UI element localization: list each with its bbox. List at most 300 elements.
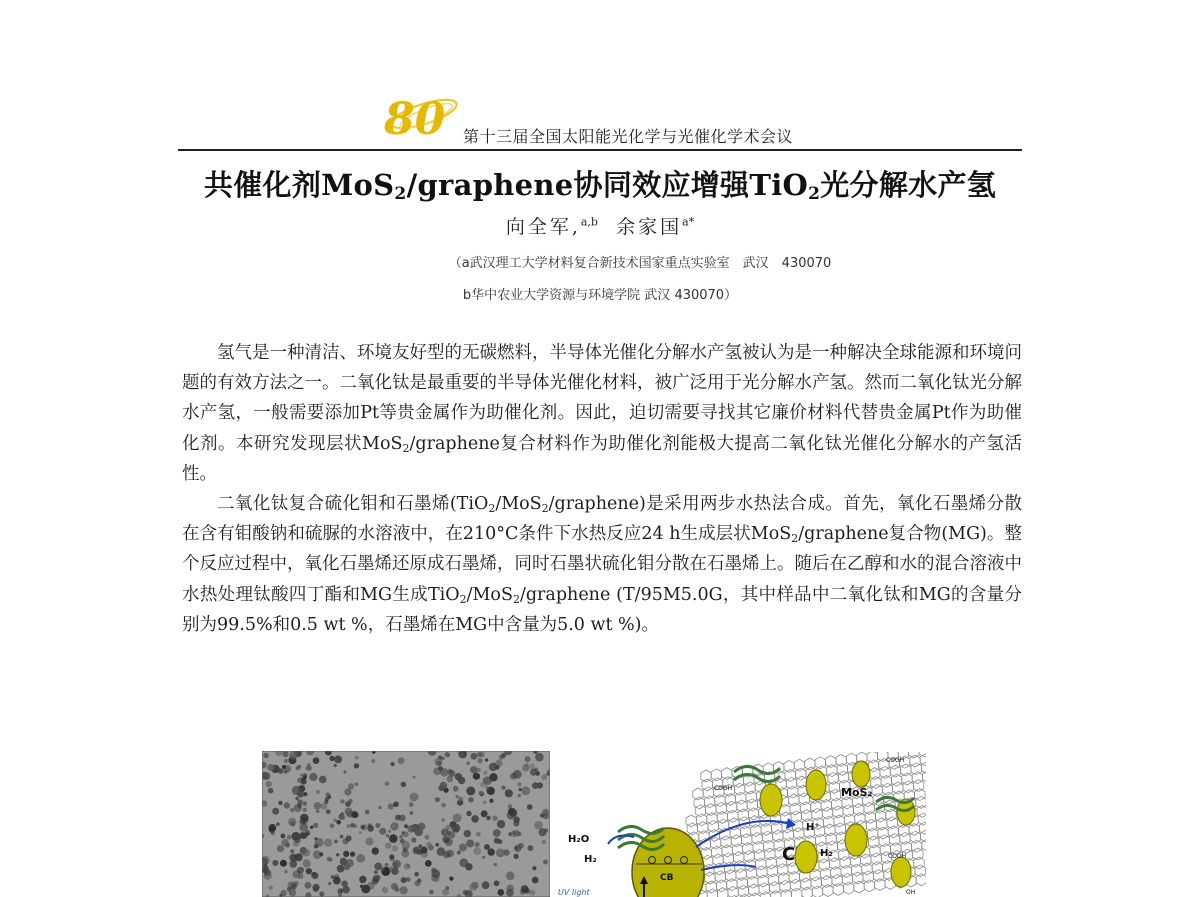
tem-grain [413,776,416,779]
tem-grain [540,813,544,817]
tem-grain [479,791,484,796]
tem-grain [388,803,394,809]
label-uv: UV light [558,888,590,897]
tem-grain [330,824,335,829]
label-h2o: H₂O [568,834,590,845]
tem-grain [284,765,292,773]
tem-grain [276,822,280,826]
tem-grain [473,847,481,855]
tem-grain [269,886,273,890]
tem-grain [371,759,375,763]
label-h2-left: H₂ [584,854,597,865]
subscript: 2 [791,532,799,546]
tem-grain [453,814,462,823]
tem-grain [374,870,378,874]
tem-grain [266,781,272,787]
tem-grain [316,810,319,813]
tem-grain [336,853,339,856]
tem-grain [392,845,398,851]
tem-grain [506,872,515,881]
text-run: /MoS [495,494,542,515]
tem-grain [534,821,543,830]
tem-grain [522,765,529,772]
tem-grain [361,824,367,830]
tem-grain [459,843,467,851]
conference-logo-icon [378,84,462,144]
tem-grain [494,880,500,886]
tem-grain [262,867,269,874]
tem-grain [425,835,430,840]
tem-grain [440,782,448,790]
tem-grain [319,776,327,784]
tem-grain [497,889,504,896]
tem-grain [464,830,471,837]
tem-grain [466,840,474,848]
tem-grain [471,882,478,889]
tem-grain [301,777,306,782]
tem-grain [316,790,320,794]
tem-grain [407,825,415,833]
tem-grain [420,847,427,854]
tem-grain [382,887,388,893]
header-rule [178,149,1022,151]
tem-grain [379,806,382,809]
tem-grain [489,773,497,781]
tem-grain [334,840,338,844]
tem-grain [435,797,440,802]
lattice-hexagon [771,891,781,897]
tem-grain [475,842,480,847]
tem-grain [307,763,311,767]
tem-grain [356,854,365,863]
tem-grain [435,843,439,847]
tem-grain [506,885,514,893]
tem-grain [313,886,319,892]
tem-micrograph [262,751,550,897]
tem-grain [441,803,446,808]
tem-grain [493,829,501,837]
tem-grain [359,876,366,883]
tem-grain [429,890,434,895]
tem-grain [388,866,393,871]
tem-grain [314,802,321,809]
tem-grain [375,823,380,828]
tem-grain [385,781,389,785]
tem-grain [446,825,451,830]
tem-grain [390,822,398,830]
lattice-hexagon [823,885,833,897]
title-part: 共催化剂MoS [203,168,395,202]
text-run: /graphene (T/95M5.0G，其中样品中二氧化钛和MG的含量分别为99.5%和0.5 wt %，石墨烯在MG中含量为5.0 wt %)。 [182,584,1022,635]
author-line [0,212,1200,239]
tem-grain [426,842,432,848]
subscript: 2 [512,592,520,606]
tem-grain [543,860,548,865]
tem-grain [272,860,278,866]
tem-grain [337,865,345,873]
tem-grain [541,774,547,780]
paragraph-1 [182,338,1022,489]
label-cooh: COOH [714,785,733,792]
tem-grain [483,801,486,804]
tem-grain [306,868,312,874]
lattice-hexagon [922,839,926,851]
tem-grain [333,818,337,822]
tem-grain [343,851,349,857]
tem-grain [380,867,385,872]
tem-grain [297,791,304,798]
tem-grain [410,811,413,814]
tem-grain [372,847,379,854]
subscript: 2 [488,502,496,516]
tem-grain [456,795,459,798]
tem-grain [347,824,351,828]
paragraph-2 [182,489,1022,640]
tem-grain [535,753,544,762]
tem-grain [399,835,403,839]
tem-grain [281,834,286,839]
tem-grain [447,831,452,836]
tem-grain [513,821,519,827]
tem-grain [287,887,291,891]
tem-grain [449,876,453,880]
tem-grain [483,771,487,775]
lattice-hexagon [875,879,885,891]
label-cb: CB [660,873,674,883]
lattice-hexagon [923,771,926,783]
subscript: 2 [459,592,467,606]
tem-grain [398,757,405,764]
tem-grain [470,766,477,773]
tem-grain [314,837,317,840]
tem-grain [346,835,352,841]
tem-grain [297,765,301,769]
tem-grain [403,832,409,838]
tem-grain [413,847,421,855]
tem-grain [466,761,469,764]
tem-grain [340,815,346,821]
tem-grain [355,756,358,759]
tem-grain [455,773,462,780]
affiliation-b: b华中农业大学资源与环境学院 武汉 430070） [462,288,738,303]
tem-grain [303,801,308,806]
author-affil-mark: a,b [580,215,598,229]
tem-grain [388,830,391,833]
tem-grain [468,797,473,802]
tem-grain [476,832,481,837]
tem-grain [532,877,539,884]
tem-grain [513,830,520,837]
lattice-hexagon [917,805,926,817]
tem-grain [300,851,304,855]
text-run: 氢气是一种清洁、环境友好型的无碳燃料，半导体光催化分解水产氢被认为是一种解决全球能源和环境问题的有效方法之一。二氧化钛是最重要的半导体光催化材料，被广泛用于光分解水产氢。然而二氧化钛光分解水产氢，一般需要添加Pt等贵金属作为助催化剂。因此，迫切需要寻找其它廉价材料代替贵金属Pt作为助催化剂。本研究发现层状MoS [182,343,1022,454]
tem-grain [359,831,362,834]
tem-grain [299,832,306,839]
tem-grain [281,839,289,847]
tem-grain [303,859,311,867]
tem-grain [390,762,394,766]
label-oh: OH [906,889,916,896]
tem-grain [434,758,442,766]
tem-grain [319,852,323,856]
tio2-particle [806,770,826,800]
label-c: C [782,844,796,865]
tem-grain [342,886,350,894]
tem-grain [345,808,353,816]
tem-grain [459,752,465,758]
tem-grain [309,773,317,781]
tem-grain [355,782,359,786]
tem-grain [441,818,444,821]
tem-grain [404,863,411,870]
tem-grain [513,770,522,779]
tem-grain [300,774,303,777]
tem-grain [457,850,461,854]
tem-grain [508,804,512,808]
tio2-particle [760,784,782,816]
tem-grain [310,826,313,829]
mos2-layer [734,766,780,773]
tem-grain [532,866,536,870]
tem-grain [401,877,407,883]
tem-grain [517,782,521,786]
tem-grain [326,809,331,814]
tem-grain [333,877,341,885]
tem-grain [501,785,506,790]
conference-name: 第十三届全国太阳能光化学与光催化学术会议 [463,127,794,146]
tem-grain [471,753,478,760]
tem-grain [280,860,287,867]
tem-grain [519,788,522,791]
tem-grain [527,804,533,810]
tem-grain [271,831,275,835]
tem-grain [447,776,453,782]
tem-grain [530,890,536,896]
tem-grain [509,809,517,817]
tem-grain [411,837,416,842]
tem-grain [451,824,460,833]
subscript: 2 [541,502,549,516]
tem-grain [463,890,468,895]
tem-grain [297,867,304,874]
tem-grain [278,801,282,805]
tem-grain [488,848,495,855]
tem-grain [505,789,513,797]
tem-grain [425,860,432,867]
tem-grain [268,788,274,794]
tem-grain [327,857,332,862]
tem-grain [284,759,288,763]
tem-grain [395,815,401,821]
tem-grain [279,894,282,897]
tem-grain [376,875,381,880]
tem-grain [297,804,302,809]
tem-grain [486,786,490,790]
tem-grain [477,758,482,763]
tem-grain [465,863,473,871]
tem-grain [334,764,337,767]
tem-grain [482,856,485,859]
tem-grain [334,756,342,764]
tem-grain [361,885,370,894]
lattice-hexagon [864,880,874,892]
tem-grain [295,797,298,800]
tem-grain [394,887,399,892]
tem-grain [393,862,399,868]
tem-grain [417,878,421,882]
tem-grain [338,893,342,897]
tem-grain [341,812,344,815]
tem-grain [446,886,450,890]
lattice-hexagon [812,886,822,897]
photocatalysis-schematic [556,752,926,897]
tem-grain [389,834,398,843]
tem-grain [311,872,318,879]
tem-grain [466,786,475,795]
tem-grain [272,808,279,815]
title-part: 光分解水产氢 [820,168,997,202]
tem-grain [313,757,320,764]
tem-grain [319,891,324,896]
tem-grain [529,763,535,769]
label-h-plus: H⁺ [806,822,820,833]
tem-grain [410,793,419,802]
tem-grain [525,756,531,762]
tem-grain [447,850,454,857]
tem-grain [299,819,304,824]
tem-grain [433,768,441,776]
tem-grain [344,770,347,773]
tem-grain [386,834,390,838]
tem-grain [524,888,530,894]
tem-grain [466,811,471,816]
tem-grain [367,825,374,832]
tem-grain [354,763,359,768]
tem-grain [542,840,546,844]
tem-grain [514,854,519,859]
tem-grain [336,820,341,825]
tem-grain [414,872,419,877]
tem-grain [320,803,327,810]
text-run: /graphene)是采用两步水热法合成。首先，氧化石墨烯分散在含有钼酸钠和硫脲的水溶液中，在210°C条件下水热反应24 h生成层状MoS [182,494,1022,545]
tem-grain [518,794,522,798]
tem-grain [431,868,436,873]
tio2-particle [852,761,870,787]
tem-grain [324,839,332,847]
tem-grain [528,845,534,851]
tem-grain [401,782,407,788]
tem-grain [314,844,318,848]
tem-grain [539,828,547,836]
tem-grain [284,870,287,873]
tem-grain [393,801,399,807]
tem-grain [267,764,274,771]
tem-grain [289,854,297,862]
author-name: 余家国 [616,216,683,238]
tem-grain [313,823,318,828]
tem-grain [481,810,488,817]
tem-grain [305,882,312,889]
text-run: 二氧化钛复合硫化钼和石墨烯(TiO [217,494,489,515]
tem-grain [350,823,355,828]
tem-grain [365,810,370,815]
tem-grain [521,787,530,796]
tem-grain [503,849,509,855]
tem-grain [444,752,449,757]
tem-grain [389,854,394,859]
lattice-hexagon [844,882,854,894]
tem-grain [385,843,391,849]
title-subscript: 2 [394,184,407,204]
logo-text: 80 [384,94,446,144]
tem-grain [492,816,497,821]
tem-grain [497,820,505,828]
text-run: /MoS [466,584,513,605]
tem-grain [365,837,373,845]
paper-title [0,163,1200,204]
tem-grain [277,845,284,852]
text-run: /graphene复合物(MG)。整个反应过程中，氧化石墨烯还原成石墨烯，同时石墨状硫化钼分散在石墨烯上。随后在乙醇和水的混合溶液中水热处理钛酸四丁酯和MG生成TiO [182,524,1022,605]
tem-grain [345,801,351,807]
tem-grain [385,863,389,867]
title-subscript: 2 [808,184,821,204]
title-part: /graphene协同效应增强TiO [406,168,809,202]
tem-grain [327,795,331,799]
tem-grain [340,835,344,839]
tem-grain [290,849,294,853]
tio2-particle [795,841,817,873]
author-name: 向全军, [505,216,581,238]
author-affil-mark: a* [682,215,695,229]
tem-grain [341,881,348,888]
tem-grain [400,886,408,894]
tem-grain [499,755,504,760]
affiliation-a: （a武汉理工大学材料复合新技术国家重点实验室 武汉 430070 [448,256,832,271]
tem-grain [287,835,292,840]
tem-grain [303,808,307,812]
tio2-particle [845,824,867,856]
tem-grain [298,873,304,879]
label-h2-right: H₂ [820,848,833,859]
tem-grain [379,828,386,835]
tem-grain [473,773,480,780]
tem-grain [471,815,479,823]
tem-grain [402,841,411,850]
tem-grain [414,828,423,837]
abstract-body [182,338,1022,640]
tem-grain [331,875,335,879]
text-run: /graphene复合材料作为助催化剂能极大提高二氧化钛光催化分解水的产氢活性。 [182,433,1022,484]
lattice-hexagon [916,874,926,886]
tem-grain [458,797,463,802]
tem-grain [485,758,488,761]
tem-grain [494,863,498,867]
tem-grain [479,752,484,757]
lattice-hexagon [854,881,864,893]
label-cooh: COOH [886,757,905,764]
subscript: 2 [402,441,410,455]
tem-grain [497,839,502,844]
tem-grain [299,823,308,832]
tem-grain [340,799,344,803]
tem-grain [489,763,497,771]
tem-grain [350,852,355,857]
tem-grain [486,816,490,820]
tem-grain [483,777,488,782]
tem-grain [537,782,543,788]
label-cooh: COOH [888,853,907,860]
tem-grain [514,845,521,852]
